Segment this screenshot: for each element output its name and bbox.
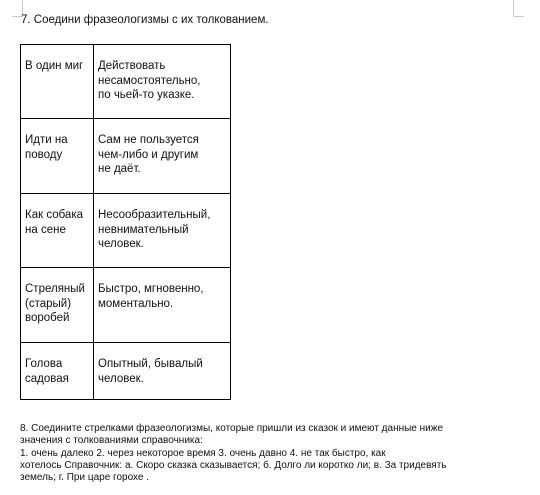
page-corner-mark-right — [513, 0, 524, 17]
table-row — [21, 343, 231, 400]
table-row — [21, 119, 231, 194]
task7-title: 7. Соедини фразеологизмы с их толкованием. — [21, 14, 269, 26]
table-row — [21, 268, 231, 343]
phrase-cell: Стреляный (старый) воробей — [21, 268, 94, 343]
meaning-cell: Действовать несамостоятельно, по чьей-то указке. — [94, 45, 231, 119]
phrase-cell: Идти на поводу — [21, 119, 94, 194]
phrase-cell: Голова садовая — [21, 343, 94, 400]
table-row — [21, 194, 231, 268]
meaning-cell: Быстро, мгновенно, моментально. — [94, 268, 231, 343]
meaning-cell: Опытный, бывалый человек. — [94, 343, 231, 400]
phrase-cell: Как собака на сене — [21, 194, 94, 268]
meaning-cell: Несообразительный, невнимательный человек. — [94, 194, 231, 268]
meaning-cell: Сам не пользуется чем-либо и другим не даёт. — [94, 119, 231, 194]
table-row — [21, 45, 231, 119]
phrase-cell: В один миг — [21, 45, 94, 119]
task8-text: 8. Соедините стрелками фразеологизмы, которые пришли из сказок и имеют данные ниже значения с толкованиями справочника: 1. очень далеко 2. через некоторое время 3. очень давно 4. не так быстро, как хотелось Справочник: а. Скоро сказка сказывается; б. Долго ли коротко ли; в. За тридевять земель; г. При царе горохе . — [20, 423, 447, 484]
phrase-table — [20, 44, 231, 400]
